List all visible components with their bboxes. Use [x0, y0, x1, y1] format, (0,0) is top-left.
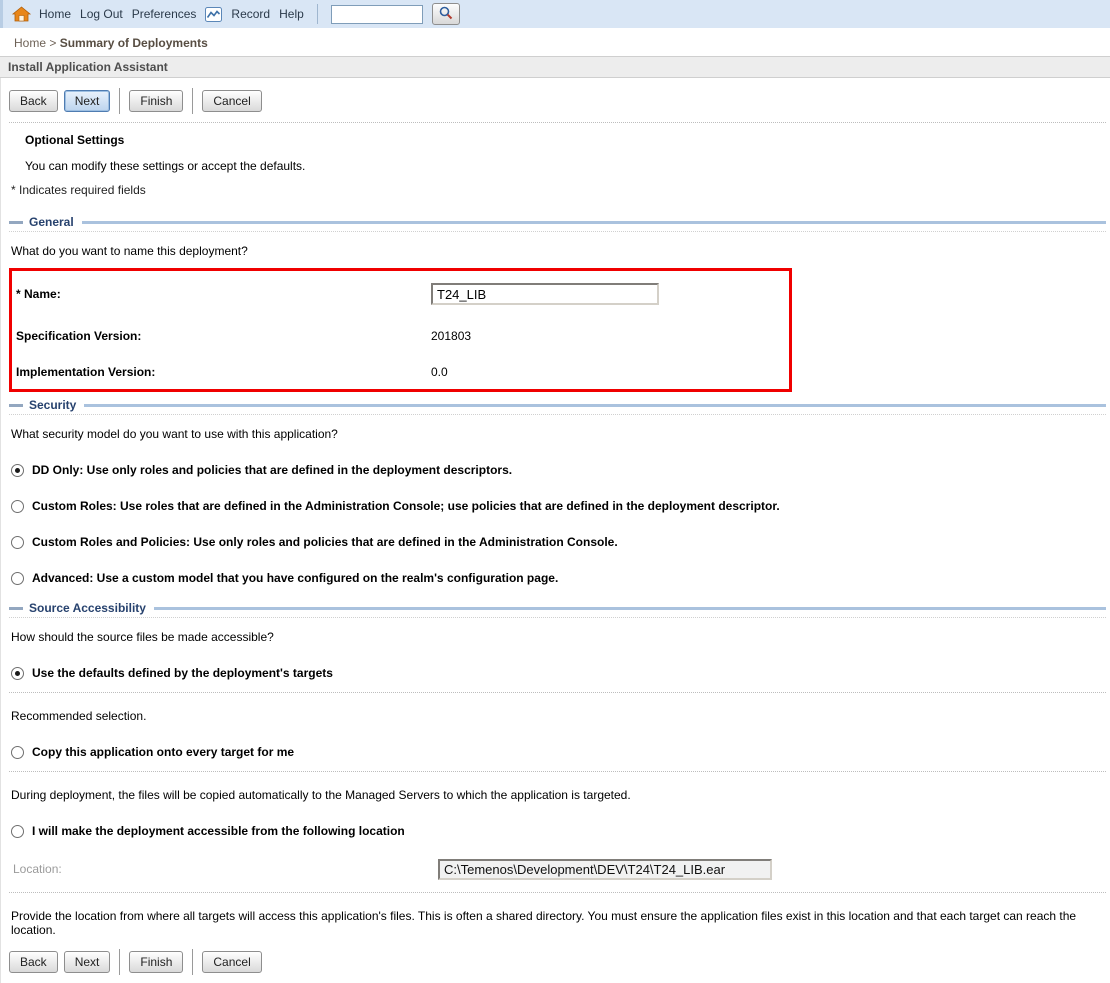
button-divider: [119, 949, 120, 975]
radio-label[interactable]: Custom Roles: Use roles that are defined in the Administration Console; use policies that are defined in the deployment descriptor.: [32, 499, 780, 513]
radio-copy-application[interactable]: [11, 745, 1110, 759]
breadcrumb: [0, 28, 1110, 56]
radio-button[interactable]: [11, 500, 24, 513]
radio-label[interactable]: DD Only: Use only roles and policies that are defined in the deployment descriptors.: [32, 463, 513, 477]
impl-version-label: Implementation Version:: [16, 365, 156, 379]
section-security: [9, 398, 1106, 412]
divider: [9, 414, 1106, 415]
breadcrumb-home-link[interactable]: Home >: [14, 36, 57, 50]
impl-version-value: 0.0: [431, 365, 448, 379]
highlight-box: [9, 268, 792, 392]
radio-button[interactable]: [11, 746, 24, 759]
name-input[interactable]: [431, 283, 659, 305]
radio-button[interactable]: [11, 464, 24, 477]
section-rule: [84, 404, 1106, 407]
top-toolbar: [0, 0, 1110, 28]
finish-button[interactable]: Finish: [129, 90, 183, 112]
radio-label[interactable]: Custom Roles and Policies: Use only roles and policies that are defined in the Administration Console.: [32, 535, 618, 549]
divider: [9, 231, 1106, 232]
optional-settings-heading: Optional Settings: [25, 133, 125, 147]
toolbar-link-record[interactable]: Record: [231, 7, 271, 21]
wizard-buttons-bottom: [9, 937, 1110, 983]
radio-button[interactable]: [11, 825, 24, 838]
next-button[interactable]: Next: [64, 90, 111, 112]
location-field-row: [9, 856, 1110, 882]
search-input[interactable]: [331, 5, 423, 24]
security-question: What security model do you want to use with this application?: [11, 427, 338, 441]
section-dash: [9, 607, 23, 610]
spec-version-label: Specification Version:: [16, 329, 142, 343]
search-button[interactable]: [432, 3, 460, 25]
source-question: How should the source files be made accessible?: [11, 630, 274, 644]
divider: [9, 617, 1106, 618]
radio-button[interactable]: [11, 536, 24, 549]
required-fields-note: * Indicates required fields: [11, 183, 146, 197]
radio-advanced[interactable]: [11, 571, 1110, 585]
radio-accessible-location[interactable]: [11, 824, 1110, 838]
section-general: [9, 215, 1106, 229]
during-deployment-note: During deployment, the files will be copied automatically to the Managed Servers to which the application is targeted.: [11, 788, 631, 802]
section-source-accessibility-title: Source Accessibility: [29, 601, 146, 615]
radio-label[interactable]: Use the defaults defined by the deployment's targets: [32, 666, 333, 680]
back-button[interactable]: Back: [9, 90, 58, 112]
name-label: * Name:: [16, 287, 61, 301]
toolbar-link-help[interactable]: Help: [279, 7, 304, 21]
location-label: Location:: [13, 862, 62, 876]
radio-custom-roles[interactable]: [11, 499, 1110, 513]
section-dash: [9, 221, 23, 224]
location-input[interactable]: [438, 859, 772, 880]
button-divider: [119, 88, 120, 114]
radio-button[interactable]: [11, 667, 24, 680]
location-note: Provide the location from where all targets will access this application's files. This is often a shared directory. You must ensure the application files exist in this location and that each target can reach the location.: [11, 909, 1077, 937]
toolbar-link-preferences[interactable]: Preferences: [131, 7, 197, 21]
recommended-note: Recommended selection.: [11, 709, 147, 723]
radio-label[interactable]: Copy this application onto every target for me: [32, 745, 295, 759]
divider: [9, 892, 1106, 893]
radio-use-defaults[interactable]: [11, 666, 1110, 680]
radio-button[interactable]: [11, 572, 24, 585]
general-question: What do you want to name this deployment?: [11, 244, 248, 258]
breadcrumb-current: Summary of Deployments: [59, 36, 208, 50]
radio-label[interactable]: Advanced: Use a custom model that you have configured on the realm's configuration page.: [32, 571, 559, 585]
divider: [9, 692, 1106, 693]
radio-custom-roles-policies[interactable]: [11, 535, 1110, 549]
next-button[interactable]: Next: [64, 951, 111, 973]
name-field-row: [12, 271, 789, 317]
home-icon[interactable]: [13, 7, 30, 22]
section-source-accessibility: [9, 601, 1106, 615]
toolbar-link-logout[interactable]: Log Out: [80, 7, 123, 21]
cancel-button[interactable]: Cancel: [202, 951, 261, 973]
divider: [9, 771, 1106, 772]
cancel-button[interactable]: Cancel: [202, 90, 261, 112]
radio-label[interactable]: I will make the deployment accessible from the following location: [32, 824, 405, 838]
spec-version-row: [12, 317, 789, 355]
section-general-title: General: [29, 215, 74, 229]
toolbar-link-home[interactable]: Home: [39, 7, 72, 21]
search-icon: [439, 6, 453, 23]
section-security-title: Security: [29, 398, 77, 412]
section-dash: [9, 404, 23, 407]
finish-button[interactable]: Finish: [129, 951, 183, 973]
wizard-buttons-top: [9, 78, 1110, 122]
section-rule: [154, 607, 1106, 610]
optional-settings-subtext: You can modify these settings or accept the defaults.: [25, 159, 306, 173]
back-button[interactable]: Back: [9, 951, 58, 973]
assistant-content: [0, 78, 1110, 983]
section-rule: [82, 221, 1106, 224]
button-divider: [192, 949, 193, 975]
spec-version-value: 201803: [431, 329, 472, 343]
record-icon: [205, 7, 222, 22]
button-divider: [192, 88, 193, 114]
page-title: Install Application Assistant: [0, 56, 1110, 78]
divider: [9, 122, 1106, 123]
impl-version-row: [12, 355, 789, 389]
radio-dd-only[interactable]: [11, 463, 1110, 477]
toolbar-divider: [317, 4, 318, 24]
